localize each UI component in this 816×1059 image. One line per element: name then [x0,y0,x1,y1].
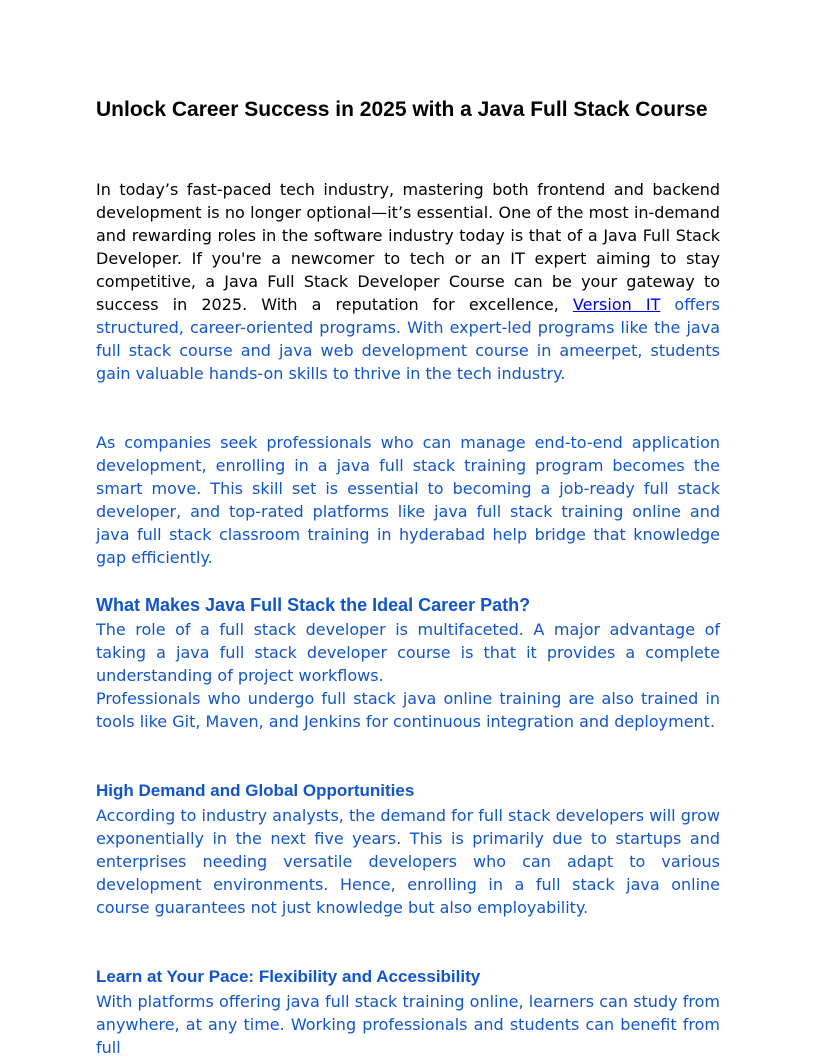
section-heading-flexibility: Learn at Your Pace: Flexibility and Accessibility [96,967,481,986]
section-heading-high-demand: High Demand and Global Opportunities [96,781,415,800]
high-demand-paragraph: According to industry analysts, the demand for full stack developers will grow exponentially in the next five years. This is primarily due to startups and enterprises needing versatile developers who can adapt to various development environments. Hence, enrolling in a full stack java online course guarantees not just knowledge but also employability. [96,806,720,917]
version-it-link[interactable]: Version IT [572,295,661,314]
page-title: Unlock Career Success in 2025 with a Java Full Stack Course [96,98,708,121]
career-path-paragraph-2: Professionals who undergo full stack java online training are also trained in tools like Git, Maven, and Jenkins for continuous integration and deployment. [96,689,720,731]
intro-paragraph [96,178,720,385]
intro-text: In today’s fast-paced tech industry, mastering both frontend and backend development is no longer optional—it’s essential. One of the most in-demand and rewarding roles in the software industry today is that of a Java Full Stack Developer. If you're a newcomer to tech or an IT expert aiming to stay competitive, a Java Full Stack Developer Course can be your gateway to success in 2025. With a reputation for excellence, [96,180,720,314]
intro-text-blue: offers structured, career-oriented programs. With expert-led programs like the java full stack course and java web development course in ameerpet, students gain valuable hands-on skills to thrive in the tech industry. [96,295,721,383]
section-heading-career-path: What Makes Java Full Stack the Ideal Career Path? [96,595,531,615]
career-path-paragraph-1: The role of a full stack developer is multifaceted. A major advantage of taking a java full stack developer course is that it provides a complete understanding of project workflows. [96,620,720,685]
flexibility-paragraph: With platforms offering java full stack training online, learners can study from anywhere, at any time. Working professionals and students can benefit from full [96,992,720,1057]
companies-paragraph: As companies seek professionals who can manage end-to-end application development, enrolling in a java full stack training program becomes the smart move. This skill set is essential to becoming a job-ready full stack developer, and top-rated platforms like java full stack training online and java full stack classroom training in hyderabad help bridge that knowledge gap efficiently. [96,433,720,567]
